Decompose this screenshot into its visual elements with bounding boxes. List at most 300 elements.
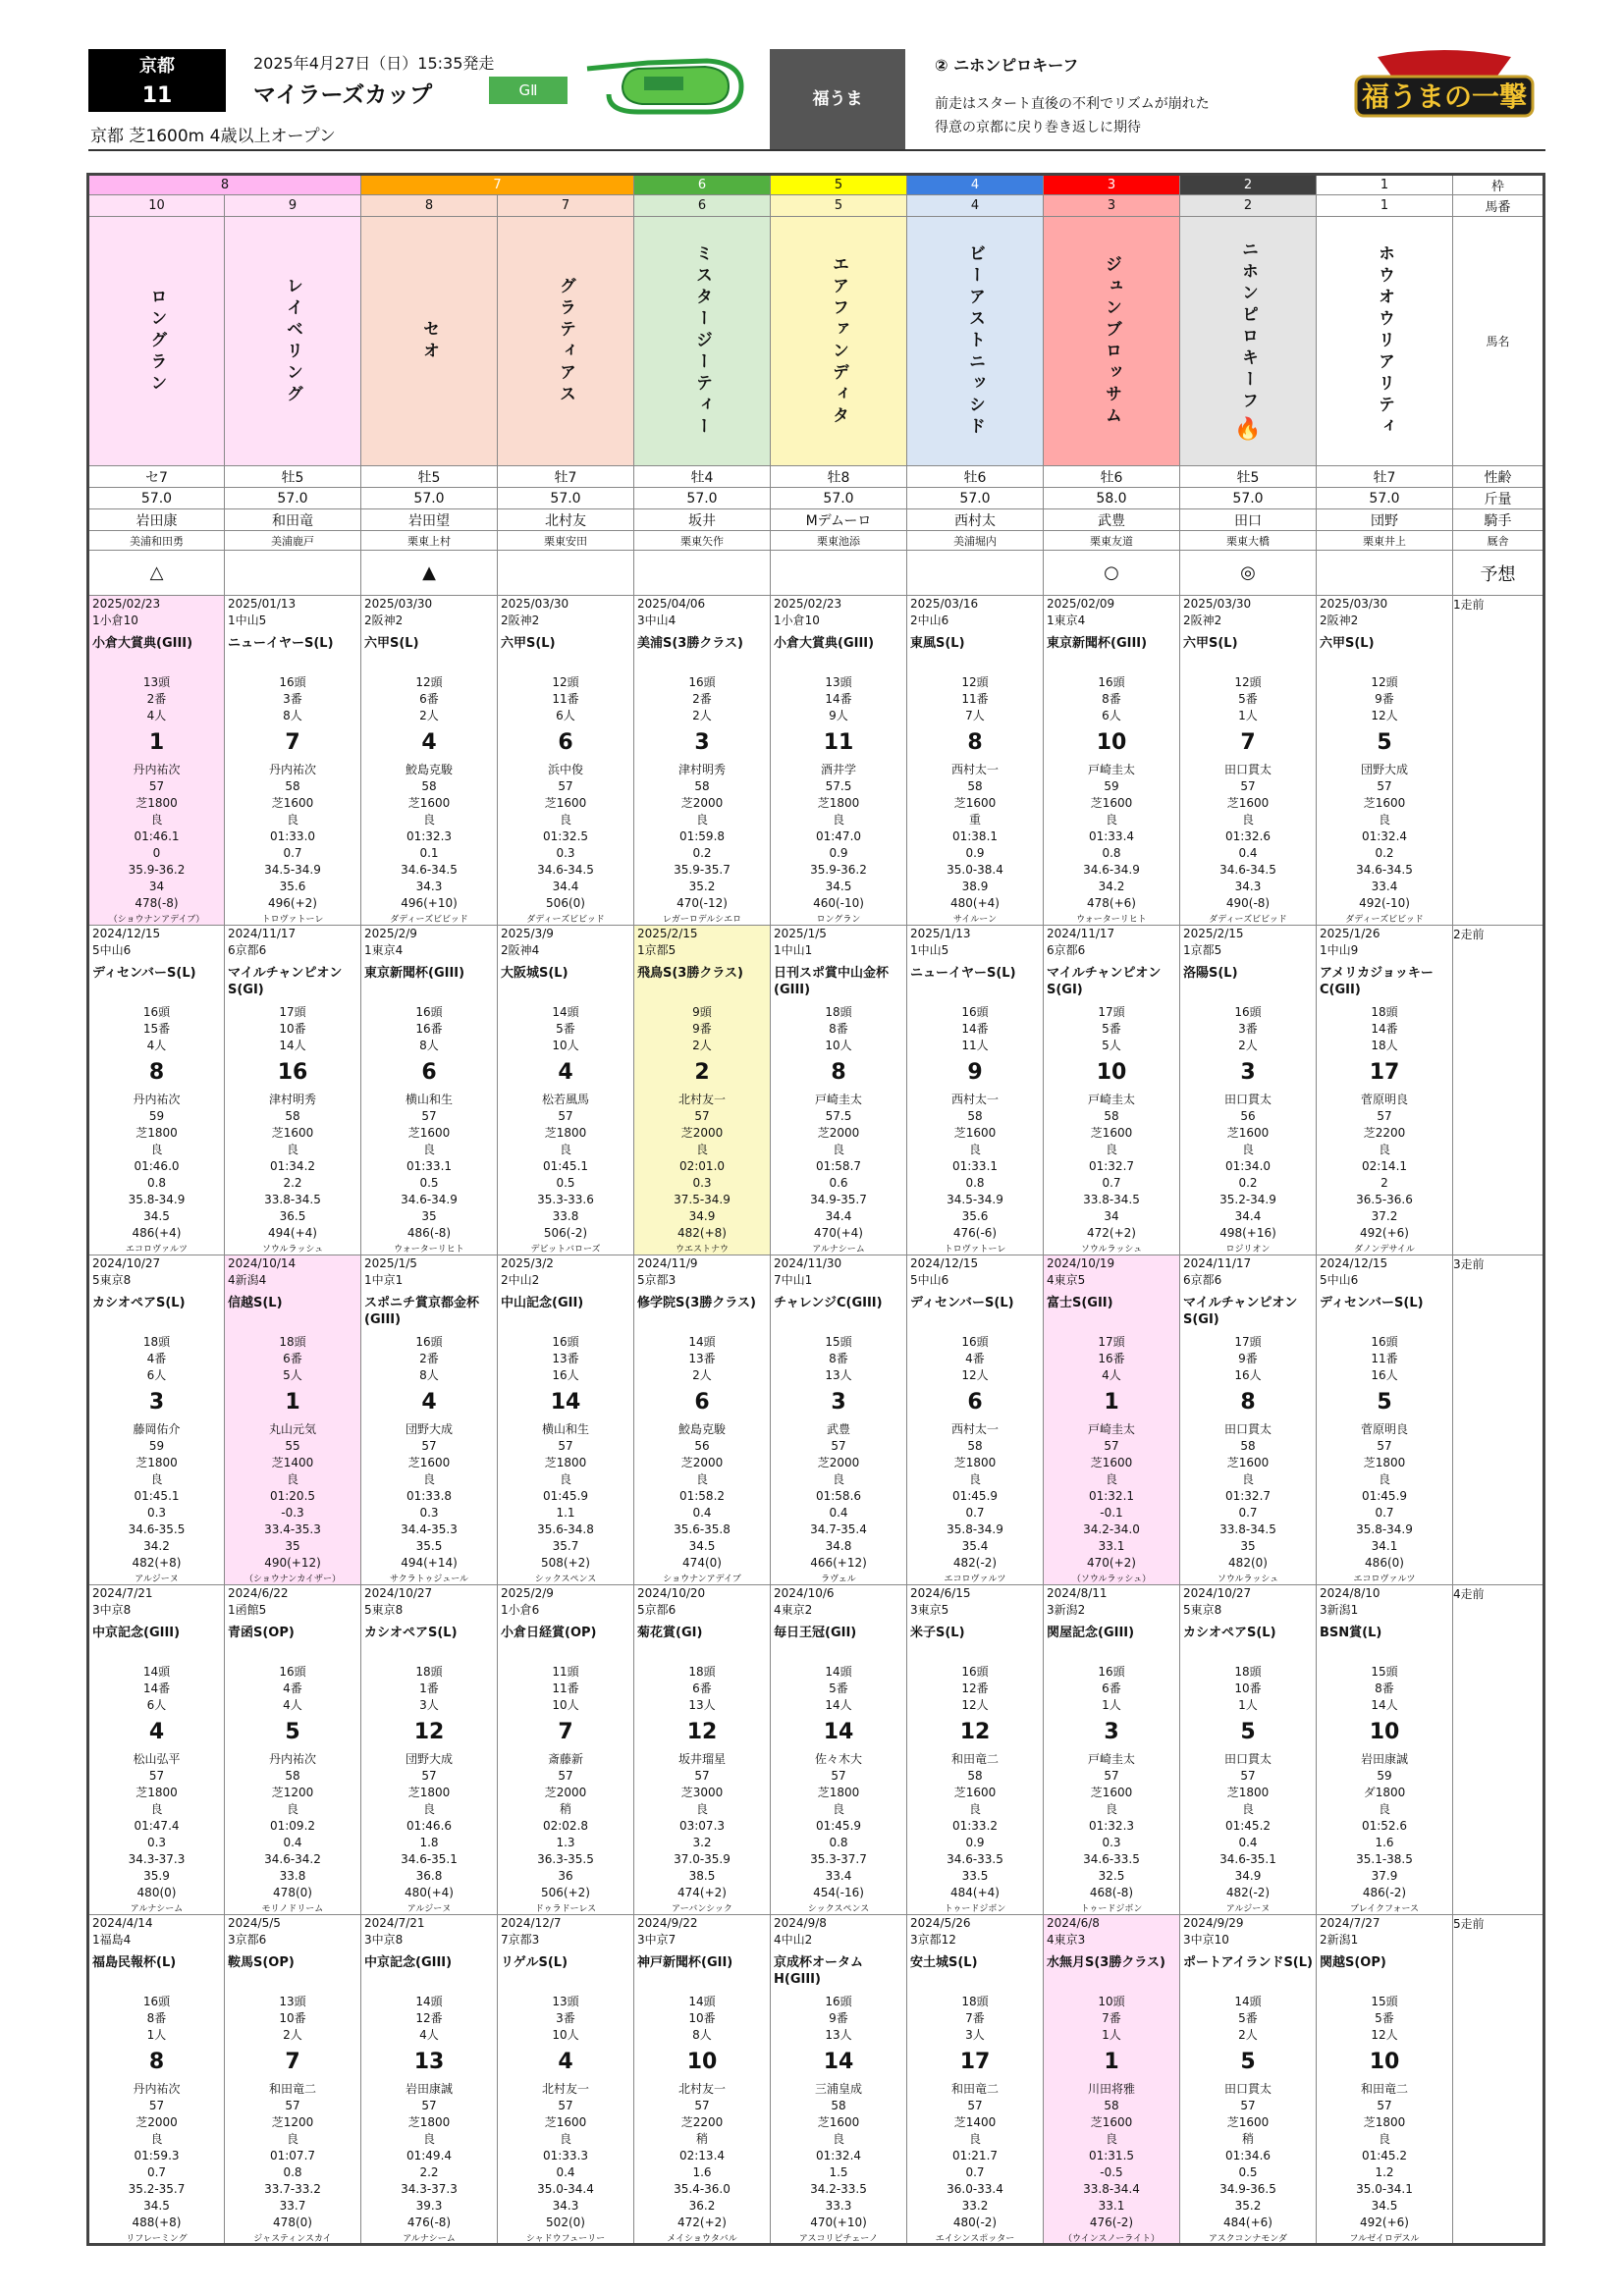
past-j: 田口貫太 <box>1223 763 1272 776</box>
past-b: 良 <box>422 1802 435 1816</box>
past-j: 岩田康誠 <box>405 2082 453 2096</box>
past-run <box>1317 926 1452 1254</box>
yoso-mark-cell <box>1317 551 1453 596</box>
past-g: 13番 <box>552 1352 579 1365</box>
past-h: 16頭 <box>961 1665 989 1679</box>
past-rc: 2中山6 <box>910 614 949 627</box>
past-wn: シックスペンス <box>534 1575 597 1584</box>
past-m: 0.3 <box>1102 1836 1121 1849</box>
past-w: 468(-8) <box>1089 1886 1134 1899</box>
past-p: 8人 <box>419 1368 439 1382</box>
past-l: 36.8 <box>415 1869 443 1883</box>
past-s: 34.6-34.5 <box>1219 863 1276 877</box>
past-run <box>771 1915 906 2243</box>
past-b: 良 <box>695 1802 708 1816</box>
horse-name-cell <box>907 217 1044 466</box>
past-f: 14 <box>823 2050 854 2074</box>
past-h: 14頭 <box>142 1665 171 1679</box>
past-m: 0.4 <box>829 1506 848 1520</box>
past-l: 33.4 <box>825 1869 852 1883</box>
past-h: 12頭 <box>552 675 579 689</box>
past-m: 0.3 <box>692 1176 712 1190</box>
label-sexage: 性齢 <box>1453 466 1544 488</box>
past-h: 13頭 <box>825 675 852 689</box>
jockey-cell: 岩田康 <box>88 509 225 531</box>
past-j: 団野大成 <box>405 1422 453 1436</box>
past-k: 57 <box>148 2099 165 2112</box>
past-run-cell <box>1180 1255 1317 1585</box>
past-s: 36.0-33.4 <box>947 2182 1003 2196</box>
past-nm: BSN賞(L) <box>1320 1626 1382 1640</box>
past-h: 18頭 <box>961 1995 989 2008</box>
past-t: 01:45.1 <box>134 1489 180 1503</box>
past-m: 0.7 <box>283 846 302 860</box>
past-j: 田口貫太 <box>1223 1093 1272 1106</box>
past-k: 58 <box>967 779 983 793</box>
past-g: 8番 <box>829 1352 848 1365</box>
past-w: 508(+2) <box>541 1556 590 1570</box>
past-t: 01:34.0 <box>1224 1159 1272 1173</box>
past-wn: デビットバローズ <box>530 1245 601 1255</box>
past-g: 10番 <box>688 2011 716 2025</box>
past-p: 6人 <box>1102 709 1121 722</box>
past-k: 59 <box>148 1109 165 1123</box>
past-g: 3番 <box>556 2011 575 2025</box>
past-s: 34.2-34.0 <box>1083 1522 1140 1536</box>
past-run <box>1180 596 1316 924</box>
jockey-cell: 西村太 <box>907 509 1044 531</box>
past-g: 5番 <box>1375 2011 1394 2025</box>
label-jockey: 騎手 <box>1453 509 1544 531</box>
past-l: 34.3 <box>552 2199 579 2213</box>
past-b: 良 <box>422 813 435 827</box>
past-j: 和田竜二 <box>950 1752 999 1766</box>
past-c: 芝1600 <box>1090 1126 1133 1140</box>
past-run <box>361 1585 497 1913</box>
past-l: 34.2 <box>1098 880 1125 893</box>
past-p: 4人 <box>283 1698 302 1712</box>
past-rc: 1函館5 <box>228 1603 267 1617</box>
past-f: 10 <box>1369 2050 1400 2074</box>
past-dt: 2025/03/16 <box>910 597 979 611</box>
past-run-cell <box>634 1915 771 2245</box>
course-map-icon <box>579 55 746 116</box>
past-b: 稍 <box>1241 2132 1254 2146</box>
past-t: 01:45.9 <box>951 1489 999 1503</box>
past-b: 良 <box>1241 813 1254 827</box>
past-s: 34.6-34.5 <box>537 863 594 877</box>
past-s: 34.6-34.9 <box>401 1193 458 1206</box>
past-nm: 東京新聞杯(GIII) <box>364 966 465 981</box>
past-p: 13人 <box>688 1698 716 1712</box>
past-dt: 2024/10/20 <box>637 1586 706 1600</box>
past-wn: サイルーン <box>952 915 998 925</box>
past-run <box>771 1585 906 1913</box>
past-f: 12 <box>959 1720 991 1744</box>
waku-cell: 6 <box>634 175 771 195</box>
past-p: 2人 <box>1238 2028 1258 2042</box>
past-l: 32.5 <box>1098 1869 1125 1883</box>
past-l: 35.4 <box>961 1539 989 1553</box>
past-s: 35.0-34.4 <box>537 2182 594 2196</box>
past-p: 5人 <box>1102 1039 1121 1052</box>
past-wn: エコロヴァルツ <box>944 1575 1006 1584</box>
past-m: 0 <box>152 846 161 860</box>
past-s: 35.0-34.1 <box>1356 2182 1413 2196</box>
past-l: 36.2 <box>688 2199 716 2213</box>
past-b: 良 <box>422 2132 435 2146</box>
horse-name-cell <box>634 217 771 466</box>
past-m: 0.5 <box>419 1176 439 1190</box>
past-h: 15頭 <box>1371 1995 1398 2008</box>
past-m: 0.3 <box>419 1506 439 1520</box>
past-rc: 4東京2 <box>774 1603 813 1617</box>
past-p: 10人 <box>552 1698 579 1712</box>
past-w: 470(-12) <box>677 896 728 910</box>
yoso-mark-cell: ○ <box>1044 551 1180 596</box>
past-h: 16頭 <box>142 1005 171 1019</box>
past-run-cell <box>88 596 225 926</box>
past-k: 57 <box>421 1109 437 1123</box>
past-run-cell <box>634 1585 771 1915</box>
past-c: 芝1800 <box>135 1456 178 1469</box>
past-g: 10番 <box>279 2011 306 2025</box>
past-s: 35.9-36.2 <box>810 863 867 877</box>
past-b: 良 <box>1105 2132 1117 2146</box>
past-p: 1人 <box>146 2028 167 2042</box>
past-run-cell <box>1317 596 1453 926</box>
past-run <box>225 926 360 1254</box>
past-dt: 2024/12/15 <box>910 1256 979 1270</box>
past-c: 芝1600 <box>953 1126 997 1140</box>
past-j: 横山和生 <box>405 1093 453 1106</box>
past-t: 01:46.6 <box>406 1819 453 1833</box>
past-t: 01:46.1 <box>134 829 180 843</box>
past-wn: サクラトゥジュール <box>389 1575 469 1584</box>
past-g: 7番 <box>1102 2011 1121 2025</box>
past-dt: 2025/2/15 <box>1183 927 1244 940</box>
past-j: 横山和生 <box>541 1422 589 1436</box>
past-g: 6番 <box>419 692 439 706</box>
past-p: 2人 <box>692 1368 712 1382</box>
row-jockey <box>88 509 1544 531</box>
past-j: 丹内祐次 <box>133 763 181 776</box>
past-m: 0.4 <box>556 2165 575 2179</box>
past-p: 8人 <box>283 709 302 722</box>
past-t: 01:33.1 <box>406 1159 453 1173</box>
past-w: 478(-8) <box>135 896 179 910</box>
past-wn: アルナシーム <box>130 1904 184 1914</box>
past-k: 55 <box>285 1439 300 1453</box>
past-h: 14頭 <box>552 1005 579 1019</box>
past-run <box>634 596 770 924</box>
past-g: 13番 <box>688 1352 716 1365</box>
past-k: 57 <box>1240 779 1256 793</box>
past-nm: 中山記念(GII) <box>501 1296 584 1310</box>
past-dt: 2024/6/15 <box>910 1586 971 1600</box>
past-run-cell <box>634 1255 771 1585</box>
past-run-cell <box>498 596 634 926</box>
past-l: 34.2 <box>143 1539 170 1553</box>
past-dt: 2024/7/21 <box>92 1586 153 1600</box>
past-run-cell <box>1180 1585 1317 1915</box>
past-rc: 5京都3 <box>637 1273 677 1287</box>
pick-comment <box>935 92 1210 139</box>
past-wn: アスクコンナモンダ <box>1208 2234 1288 2244</box>
past-s: 37.0-35.9 <box>674 1852 731 1866</box>
row-name <box>88 217 1544 466</box>
past-p: 2人 <box>1238 1039 1258 1052</box>
past-k: 57 <box>421 1769 437 1783</box>
past-l: 36.5 <box>279 1209 306 1223</box>
past-k: 57 <box>1104 1439 1119 1453</box>
past-wn: ロジリオン <box>1225 1245 1271 1255</box>
past-rc: 2新潟1 <box>1320 1933 1359 1947</box>
past-nm: 日刊スポ賞中山金杯(GIII) <box>774 966 890 997</box>
past-wn: ダディーズビビッド <box>526 915 605 925</box>
past-run-cell <box>361 1915 498 2245</box>
trainer-cell: 栗東井上 <box>1317 531 1453 551</box>
past-run <box>498 596 633 924</box>
past-run <box>1317 1255 1452 1583</box>
past-f: 7 <box>1240 730 1256 755</box>
past-s: 34.7-35.4 <box>810 1522 867 1536</box>
past-b: 良 <box>1378 1472 1390 1486</box>
past-nm: 福島民報杯(L) <box>92 1955 177 1970</box>
past-c: 芝1800 <box>135 1786 178 1799</box>
past-nm: ニューイヤーS(L) <box>910 966 1016 981</box>
past-c: 芝1200 <box>271 1786 314 1799</box>
past-s: 35.2-34.9 <box>1219 1193 1276 1206</box>
past-t: 03:07.3 <box>678 1819 726 1833</box>
past-s: 35.1-38.5 <box>1356 1852 1413 1866</box>
past-f: 8 <box>148 1060 165 1085</box>
past-k: 58 <box>967 1769 983 1783</box>
horse-name: エアファンディタ <box>829 254 848 428</box>
past-run <box>361 1255 497 1583</box>
past-b: 重 <box>968 813 981 827</box>
past-c: 芝2000 <box>680 1456 724 1469</box>
past-m: 2 <box>1380 1176 1388 1190</box>
past-c: 芝1800 <box>817 796 860 810</box>
past-run <box>1180 1915 1316 2243</box>
past-b: 良 <box>150 2132 163 2146</box>
past-b: 稍 <box>695 2132 708 2146</box>
past-k: 57.5 <box>825 779 852 793</box>
past-b: 良 <box>968 1143 981 1156</box>
past-wn: シックスペンス <box>807 1904 870 1914</box>
past-run <box>1180 1585 1316 1913</box>
past-b: 良 <box>695 1143 708 1156</box>
past-rc: 3東京5 <box>910 1603 949 1617</box>
past-run <box>634 1915 770 2243</box>
past-c: 芝1800 <box>544 1126 587 1140</box>
past-run <box>634 1585 770 1913</box>
past-l: 39.3 <box>415 2199 443 2213</box>
past-f: 5 <box>1377 730 1392 755</box>
past-k: 59 <box>1104 779 1119 793</box>
past-m: 1.3 <box>556 1836 575 1849</box>
past-l: 33.5 <box>961 1869 989 1883</box>
past-p: 5人 <box>283 1368 302 1382</box>
past-dt: 2024/10/27 <box>1183 1586 1252 1600</box>
past-p: 14人 <box>1371 1698 1398 1712</box>
past-j: 三浦皇成 <box>814 2082 862 2096</box>
past-c: 芝2200 <box>680 2115 724 2129</box>
label-r4: 4走前 <box>1453 1585 1544 1915</box>
umaban-cell: 7 <box>498 195 634 217</box>
past-rc: 4東京3 <box>1047 1933 1086 1947</box>
past-h: 18頭 <box>1234 1665 1262 1679</box>
past-c: 芝1800 <box>407 2115 451 2129</box>
past-wn: トゥードジボン <box>944 1904 1006 1914</box>
past-g: 2番 <box>692 692 712 706</box>
past-run-cell <box>88 1585 225 1915</box>
past-run-cell <box>1317 1915 1453 2245</box>
past-w: 506(+2) <box>541 1886 590 1899</box>
past-p: 12人 <box>1371 709 1398 722</box>
sexage-cell: 牡7 <box>498 466 634 488</box>
past-b: 良 <box>286 1143 298 1156</box>
past-h: 13頭 <box>142 675 171 689</box>
past-run-cell <box>907 1585 1044 1915</box>
past-run <box>1044 1255 1179 1583</box>
past-g: 12番 <box>415 2011 443 2025</box>
row-r2 <box>88 926 1544 1255</box>
past-w: 482(0) <box>1228 1556 1268 1570</box>
yoso-mark-cell <box>225 551 361 596</box>
umaban-cell: 3 <box>1044 195 1180 217</box>
past-b: 良 <box>422 1472 435 1486</box>
past-c: 芝1800 <box>1363 2115 1406 2129</box>
past-run <box>498 1585 633 1913</box>
past-rc: 3中京8 <box>364 1933 404 1947</box>
past-wn: アルジーヌ <box>135 1575 179 1584</box>
row-r1 <box>88 596 1544 926</box>
past-g: 5番 <box>1102 1022 1121 1036</box>
past-m: 0.2 <box>1375 846 1394 860</box>
past-w: 498(+16) <box>1219 1226 1276 1240</box>
past-w: 476(-2) <box>1089 2216 1134 2229</box>
past-h: 16頭 <box>279 1665 306 1679</box>
past-b: 良 <box>559 813 571 827</box>
past-h: 14頭 <box>825 1665 852 1679</box>
past-t: 01:32.3 <box>1088 1819 1135 1833</box>
past-f: 5 <box>1377 1390 1392 1415</box>
past-g: 5番 <box>1238 2011 1258 2025</box>
past-h: 14頭 <box>688 1335 716 1349</box>
past-wn: トロヴァトーレ <box>944 1245 1006 1255</box>
past-c: 芝1600 <box>407 796 451 810</box>
past-rc: 2阪神4 <box>501 943 540 957</box>
past-c: 芝1600 <box>953 1786 997 1799</box>
past-g: 8番 <box>146 2011 167 2025</box>
past-w: 472(+2) <box>1087 1226 1136 1240</box>
past-c: 芝2000 <box>817 1456 860 1469</box>
past-nm: 大阪城S(L) <box>501 966 568 981</box>
past-t: 02:14.1 <box>1361 1159 1408 1173</box>
trainer-cell: 栗東上村 <box>361 531 498 551</box>
past-c: 芝1800 <box>1363 1456 1406 1469</box>
logo-text: 福うまの一撃 <box>1361 80 1528 113</box>
past-f: 8 <box>967 730 983 755</box>
past-l: 33.3 <box>825 2199 852 2213</box>
past-m: 0.4 <box>1238 1836 1258 1849</box>
past-m: 0.4 <box>283 1836 302 1849</box>
race-name: マイラーズカップ <box>253 82 433 108</box>
past-s: 34.3-37.3 <box>401 2182 458 2196</box>
past-f: 5 <box>1240 2050 1256 2074</box>
past-s: 34.6-34.5 <box>401 863 458 877</box>
past-run <box>771 596 906 924</box>
past-c: 芝1600 <box>407 1456 451 1469</box>
past-w: 472(+2) <box>677 2216 727 2229</box>
past-p: 2人 <box>692 1039 712 1052</box>
past-f: 3 <box>1240 1060 1256 1085</box>
past-dt: 2024/12/7 <box>501 1916 562 1930</box>
past-c: 芝1600 <box>1090 1786 1133 1799</box>
past-c: 芝2000 <box>817 1126 860 1140</box>
past-j: 武豊 <box>826 1422 850 1436</box>
past-l: 33.8 <box>279 1869 306 1883</box>
past-k: 58 <box>967 1439 983 1453</box>
past-m: 0.3 <box>146 1836 167 1849</box>
past-g: 11番 <box>961 692 989 706</box>
past-run <box>498 1255 633 1583</box>
past-rc: 1中山5 <box>228 614 267 627</box>
past-l: 35.9 <box>143 1869 170 1883</box>
past-dt: 2024/7/27 <box>1320 1916 1380 1930</box>
past-m: 2.2 <box>419 2165 439 2179</box>
trainer-cell: 栗東友道 <box>1044 531 1180 551</box>
past-t: 01:45.2 <box>1224 1819 1272 1833</box>
past-c: 芝2000 <box>135 2115 178 2129</box>
past-k: 57 <box>558 1769 573 1783</box>
past-l: 34.1 <box>1371 1539 1398 1553</box>
kin-cell: 57.0 <box>88 488 225 509</box>
past-h: 16頭 <box>279 675 306 689</box>
past-b: 良 <box>1105 813 1117 827</box>
past-w: 494(+14) <box>401 1556 458 1570</box>
past-c: 芝1800 <box>544 1456 587 1469</box>
yoso-mark-cell <box>907 551 1044 596</box>
past-h: 18頭 <box>142 1335 171 1349</box>
past-m: 0.8 <box>965 1176 985 1190</box>
past-nm: ポートアイランドS(L) <box>1183 1955 1313 1970</box>
past-k: 57 <box>1104 1769 1119 1783</box>
past-nm: 洛陽S(L) <box>1183 966 1238 981</box>
past-p: 2人 <box>283 2028 302 2042</box>
past-c: 芝1400 <box>271 1456 314 1469</box>
umaban-cell: 5 <box>771 195 907 217</box>
past-run <box>225 1915 360 2243</box>
past-c: 芝1400 <box>953 2115 997 2129</box>
past-w: 482(-2) <box>952 1556 998 1570</box>
past-j: 田口貫太 <box>1223 1752 1272 1766</box>
past-j: 戸崎圭太 <box>1087 1093 1135 1106</box>
past-run-cell <box>1044 926 1180 1255</box>
row-r3 <box>88 1255 1544 1585</box>
past-run <box>361 926 497 1254</box>
past-dt: 2024/9/22 <box>637 1916 698 1930</box>
past-h: 12頭 <box>1234 675 1262 689</box>
past-j: 和田竜二 <box>1360 2082 1408 2096</box>
past-l: 33.1 <box>1098 1539 1125 1553</box>
past-wn: ウォーターリヒト <box>1076 915 1147 925</box>
past-t: 01:45.1 <box>542 1159 589 1173</box>
past-f: 1 <box>285 1390 300 1415</box>
past-k: 57 <box>558 1109 573 1123</box>
